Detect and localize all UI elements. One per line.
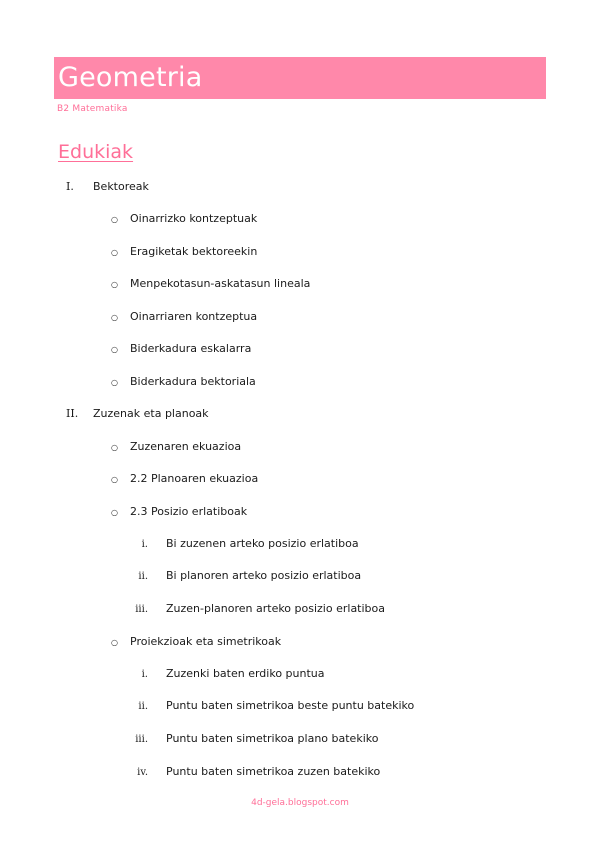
list-item: 2.3 Posizio erlatiboak [130, 505, 248, 518]
outline-heading: Bektoreak [93, 180, 149, 193]
sub-list-item: Puntu baten simetrikoa zuzen batekiko [166, 765, 381, 778]
list-item: Eragiketak bektoreekin [130, 245, 258, 258]
sub-list-item: Puntu baten simetrikoa beste puntu batekiko [166, 699, 415, 712]
list-item: Proiekzioak eta simetrikoak [130, 635, 282, 648]
sub-numeral: iv. [137, 767, 148, 778]
sub-numeral: iii. [135, 604, 148, 615]
sub-numeral: iii. [135, 734, 148, 745]
bullet-icon: ○ [111, 345, 118, 354]
list-item: Oinarrizko kontzeptuak [130, 212, 258, 225]
page-title: Geometria [58, 62, 203, 93]
sub-numeral: ii. [138, 701, 148, 712]
sub-list-item: Bi zuzenen arteko posizio erlatiboa [166, 537, 359, 550]
sub-list-item: Zuzenki baten erdiko puntua [166, 667, 325, 680]
bullet-icon: ○ [111, 508, 118, 517]
sub-numeral: ii. [138, 571, 148, 582]
bullet-icon: ○ [111, 443, 118, 452]
list-item: Biderkadura eskalarra [130, 342, 252, 355]
list-item: Biderkadura bektoriala [130, 375, 256, 388]
list-item: Zuzenaren ekuazioa [130, 440, 242, 453]
sub-list-item: Bi planoren arteko posizio erlatiboa [166, 569, 362, 582]
bullet-icon: ○ [111, 638, 118, 647]
outline-numeral: II. [66, 407, 79, 420]
list-item: Menpekotasun-askatasun lineala [130, 277, 311, 290]
bullet-icon: ○ [111, 248, 118, 257]
section-heading: Edukiak [58, 141, 134, 163]
sub-list-item: Puntu baten simetrikoa plano batekiko [166, 732, 379, 745]
bullet-icon: ○ [111, 280, 118, 289]
footer-link[interactable]: 4d-gela.blogspot.com [251, 798, 349, 808]
sub-numeral: i. [141, 539, 148, 550]
bullet-icon: ○ [111, 215, 118, 224]
outline-heading: Zuzenak eta planoak [93, 407, 209, 420]
bullet-icon: ○ [111, 378, 118, 387]
bullet-icon: ○ [111, 475, 118, 484]
page-subtitle: B2 Matematika [57, 104, 128, 114]
list-item: 2.2 Planoaren ekuazioa [130, 472, 259, 485]
list-item: Oinarriaren kontzeptua [130, 310, 258, 323]
sub-numeral: i. [141, 669, 148, 680]
title-banner [54, 57, 546, 99]
outline-numeral: I. [66, 180, 74, 193]
sub-list-item: Zuzen-planoren arteko posizio erlatiboa [166, 602, 386, 615]
bullet-icon: ○ [111, 313, 118, 322]
